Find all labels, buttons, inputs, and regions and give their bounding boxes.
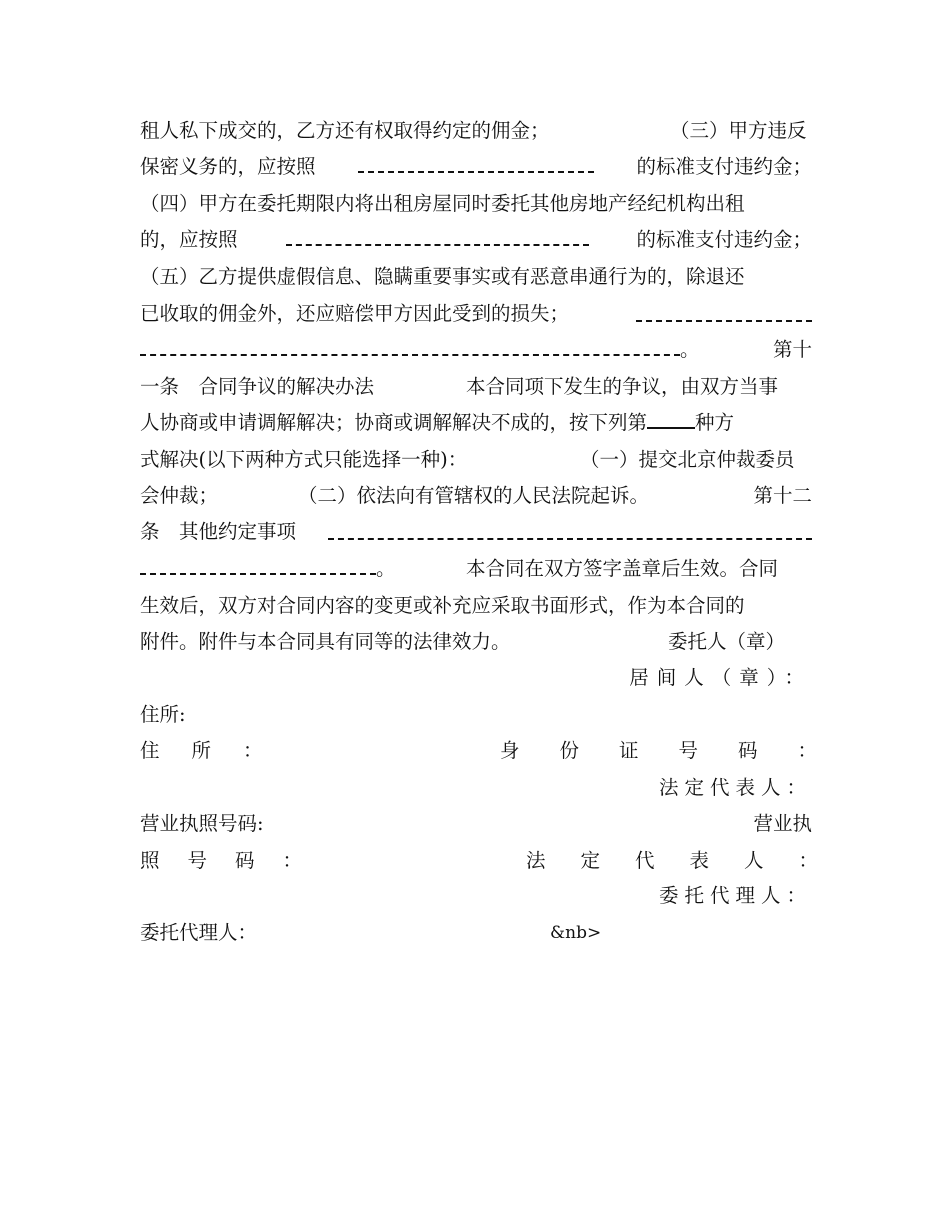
text-line-10 — [140, 442, 812, 478]
text-line-1 — [140, 113, 812, 149]
address-label: 住所: — [140, 703, 186, 726]
text-line-4 — [140, 222, 812, 258]
article-12-heading: 第十二 — [753, 484, 812, 507]
clause-3-heading: （三）甲方违反 — [670, 119, 807, 142]
article-12-title: 条 其他约定事项 — [140, 520, 297, 543]
text-line-20 — [140, 806, 812, 842]
fill-in-blank[interactable] — [636, 298, 812, 322]
text-fragment: 式解决(以下两种方式只能选择一种)： — [140, 448, 468, 471]
text-line-2 — [140, 149, 812, 185]
text-line-9 — [140, 405, 812, 441]
text-fragment: 租人私下成交的，乙方还有权取得约定的佣金； — [140, 119, 550, 142]
option-2-text: （二）依法向有管辖权的人民法院起诉。 — [298, 484, 650, 507]
text-fragment: 生效后，双方对合同内容的变更或补充应采取书面形式，作为本合同的 — [140, 594, 745, 617]
text-fragment: 已收取的佣金外，还应赔偿甲方因此受到的损失； — [140, 302, 570, 325]
text-fragment: 会仲裁； — [140, 484, 219, 507]
text-line-18 — [140, 733, 858, 769]
fill-in-blank[interactable] — [328, 516, 812, 540]
legal-representative-label: 法定代表人： — [526, 849, 854, 872]
license-number-label: 照号码： — [140, 849, 331, 872]
intermediary-seal-label: 居间人（章）： — [629, 666, 812, 689]
text-fragment: 。 — [680, 338, 700, 361]
clause-5-text: （五）乙方提供虚假信息、隐瞒重要事实或有恶意串通行为的，除退还 — [140, 265, 745, 288]
fill-in-blank[interactable] — [140, 551, 376, 575]
text-fragment: 附件。附件与本合同具有同等的法律效力。 — [140, 630, 511, 653]
text-line-22 — [140, 878, 812, 914]
text-fragment: 的，应按照 — [140, 228, 238, 251]
text-line-17 — [140, 697, 812, 733]
text-fragment: 本合同项下发生的争议，由双方当事 — [466, 375, 779, 398]
clause-4-text: （四）甲方在委托期限内将出租房屋同时委托其他房地产经纪机构出租 — [140, 192, 745, 215]
fill-in-blank[interactable] — [647, 405, 695, 429]
text-line-23 — [140, 915, 812, 951]
text-line-3 — [140, 186, 812, 222]
text-line-21 — [140, 843, 854, 879]
agent-label: 委托代理人： — [140, 921, 258, 944]
id-number-label: 身份证号码： — [500, 739, 858, 762]
text-fragment: 。 — [376, 557, 396, 580]
text-line-12 — [140, 514, 812, 550]
text-line-13 — [140, 551, 812, 587]
text-line-15 — [140, 624, 812, 660]
text-line-19 — [140, 770, 812, 806]
text-line-14 — [140, 588, 812, 624]
article-11-title: 一条 合同争议的解决办法 — [140, 375, 375, 398]
text-fragment: 保密义务的，应按照 — [140, 155, 316, 178]
stray-entity-text: &nb> — [550, 923, 602, 943]
text-fragment: 种方 — [695, 411, 735, 434]
text-fragment: 的标准支付违约金； — [636, 155, 812, 178]
article-11-heading: 第十 — [772, 338, 812, 361]
principal-seal-label: 委托人（章） — [668, 630, 786, 653]
legal-representative-label: 法定代表人： — [658, 776, 812, 799]
text-line-5 — [140, 259, 812, 295]
business-license-label: 营业执 — [753, 812, 812, 835]
text-fragment: 的标准支付违约金； — [636, 228, 812, 251]
text-fragment: 人协商或申请调解解决；协商或调解解决不成的，按下列第 — [140, 411, 648, 434]
text-fragment: 本合同在双方签字盖章后生效。合同 — [466, 557, 779, 580]
text-line-6 — [140, 296, 812, 332]
agent-label: 委托代理人： — [658, 884, 812, 907]
fill-in-blank[interactable] — [140, 332, 680, 356]
text-line-11 — [140, 478, 812, 514]
option-1-text: （一）提交北京仲裁委员 — [580, 448, 795, 471]
address-label: 住所： — [140, 739, 295, 762]
text-line-7 — [140, 332, 812, 368]
fill-in-blank[interactable] — [286, 222, 589, 246]
text-line-16 — [140, 660, 812, 696]
text-line-8 — [140, 369, 812, 405]
fill-in-blank[interactable] — [358, 149, 594, 173]
business-license-label: 营业执照号码: — [140, 812, 264, 835]
